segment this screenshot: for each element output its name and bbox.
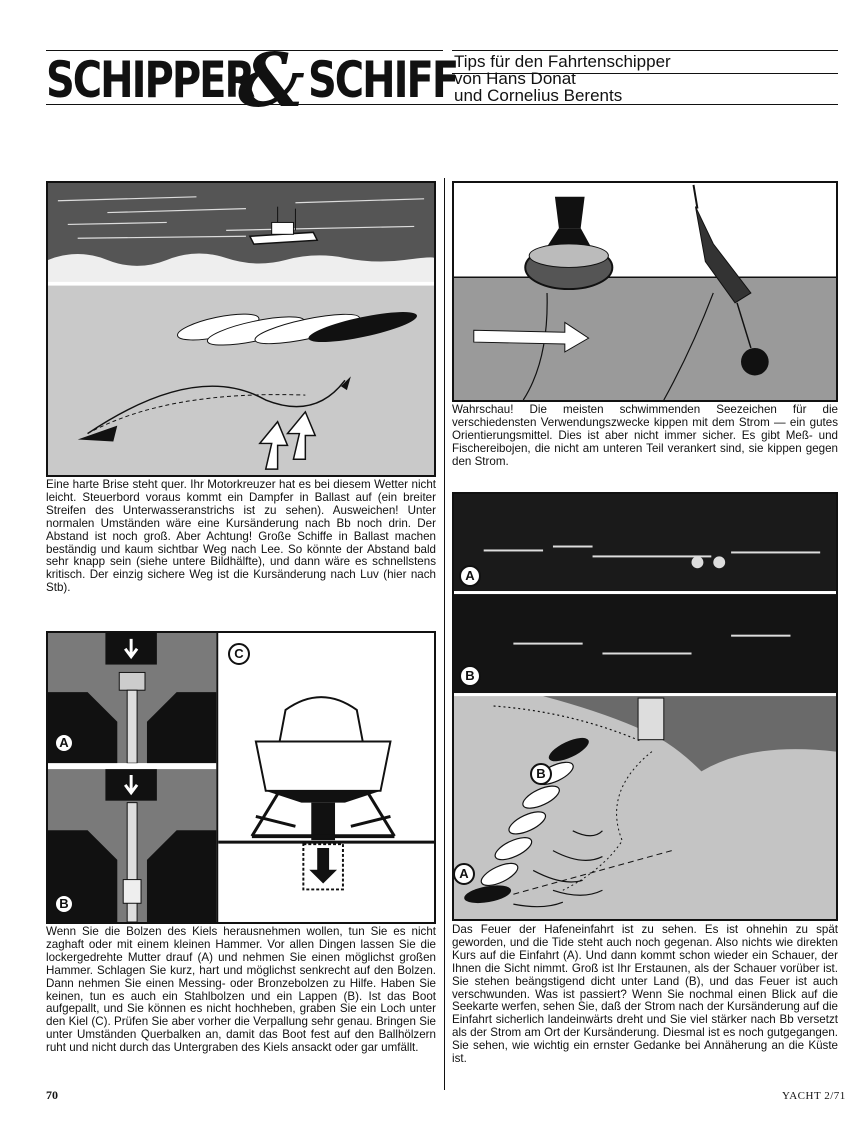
masthead-ampersand: & bbox=[238, 38, 305, 124]
masthead bbox=[46, 38, 458, 124]
label-a-kiel: A bbox=[54, 733, 74, 753]
subtitle-line-1: Tips für den Fahrtenschipper bbox=[454, 52, 671, 71]
header-rule-top-right bbox=[452, 50, 838, 51]
subtitle-line-2: von Hans Donat bbox=[454, 69, 576, 88]
subtitle-line-3: und Cornelius Berents bbox=[454, 86, 623, 105]
column-separator bbox=[444, 178, 445, 1090]
figure-dampfer-drawing bbox=[48, 183, 434, 475]
label-b-kiel: B bbox=[54, 894, 74, 914]
caption-tonnen: Wahrschau! Die meisten schwimmenden Seezeichen für die verschiedensten Verwendungszwecke kippen mit dem Strom — ein gutes Orientierungsmittel. Dies ist aber nicht immer sicher. Es gibt Meß- und Fischereibojen, die nicht am unteren Teil verankert sind, sie kippen gegen den Strom. bbox=[452, 403, 838, 468]
label-a-hafen-chart: A bbox=[453, 863, 475, 885]
figure-tonnen-drawing bbox=[454, 183, 836, 400]
label-b-hafen-chart: B bbox=[530, 763, 552, 785]
masthead-schiff: SCHIFF bbox=[308, 52, 458, 110]
figure-dampfer bbox=[46, 181, 436, 477]
figure-hafen bbox=[452, 492, 838, 921]
figure-tonnen bbox=[452, 181, 838, 402]
masthead-schipper: SCHIPPER bbox=[46, 52, 254, 110]
figure-kiel-drawing bbox=[48, 633, 434, 922]
page-number: 70 bbox=[46, 1088, 58, 1102]
figure-kiel bbox=[46, 631, 436, 924]
label-c-kiel: C bbox=[228, 643, 250, 665]
label-a-hafen-night: A bbox=[459, 565, 481, 587]
journal-issue: YACHT 2/71 bbox=[782, 1090, 846, 1102]
figure-hafen-drawing bbox=[454, 494, 836, 919]
caption-kiel: Wenn Sie die Bolzen des Kiels herausnehmen wollen, tun Sie es nicht zaghaft oder mit einem kleinen Hammer. Vor allen Dingen lassen Sie die lockergedrehte Mutter drauf (A) und nehmen Sie einen möglichst großen Hammer. Schlagen Sie kurz, hart und möglichst senkrecht auf den Bolzen. Dann nehmen Sie einen Messing- oder Bronzebolzen zu Hilfe. Haben Sie keinen, tun es auch ein Stahlbolzen und ein Lappen (B). Ist das Boot aufgepallt, und Sie können es nicht hochheben, graben Sie ein Loch unter den Kiel (C). Prüfen Sie aber vorher die Verpallung sehr genau. Bringen Sie unter Umständen Querbalken an, damit das Boot fest auf den Ballhölzern ruht und nicht durch das Untergraben des Kiels ansackt oder gar umfällt. bbox=[46, 925, 436, 1055]
label-b-hafen-night: B bbox=[459, 665, 481, 687]
caption-hafen: Das Feuer der Hafeneinfahrt ist zu sehen. Es ist ohnehin zu spät geworden, und die Tide steht auch noch gegenan. Also nichts wie direkten Kurs auf die Einfahrt (A). Und dann kommt schon wieder ein Schauer, der Ihnen die Sicht nimmt. Groß ist Ihr Erstaunen, als der Schauer vorüber ist. Sie stehen beängstigend dicht unter Land (B), und das Feuer ist auch verschwunden. Was ist passiert? Wenn Sie nochmal einen Blick auf die Seekarte werfen, sehen Sie, daß der Strom nach der Kursänderung auf die Einfahrt sicherlich landeinwärts dreht und Sie viel stärker nach Bb versetzt als der Strom am Ort der Kursänderung. Diesmal ist es noch gutgegangen. Sie sehen, wie wichtig ein ernster Gedanke bei Annäherung an die Küste ist. bbox=[452, 923, 838, 1066]
caption-dampfer: Eine harte Brise steht quer. Ihr Motorkreuzer hat es bei diesem Wetter nicht leicht. Steuerbord voraus kommt ein Dampfer in Ballast auf (ein breiter Streifen des Unterwasseranstrichs ist zu sehen). Ausweichen! Unter normalen Umständen wäre eine Kursänderung nach Bb noch drin. Der Abstand ist noch groß. Aber Achtung! Große Schiffe in Ballast machen beständig und kaum sichtbar Weg nach Lee. So könnte der Abstand bald sehr knapp sein (siehe untere Bildhälfte), und dann wäre es schnellstens kritisch. Der einzig sichere Weg ist die Kursänderung nach Luv (hier nach Stb). bbox=[46, 478, 436, 595]
